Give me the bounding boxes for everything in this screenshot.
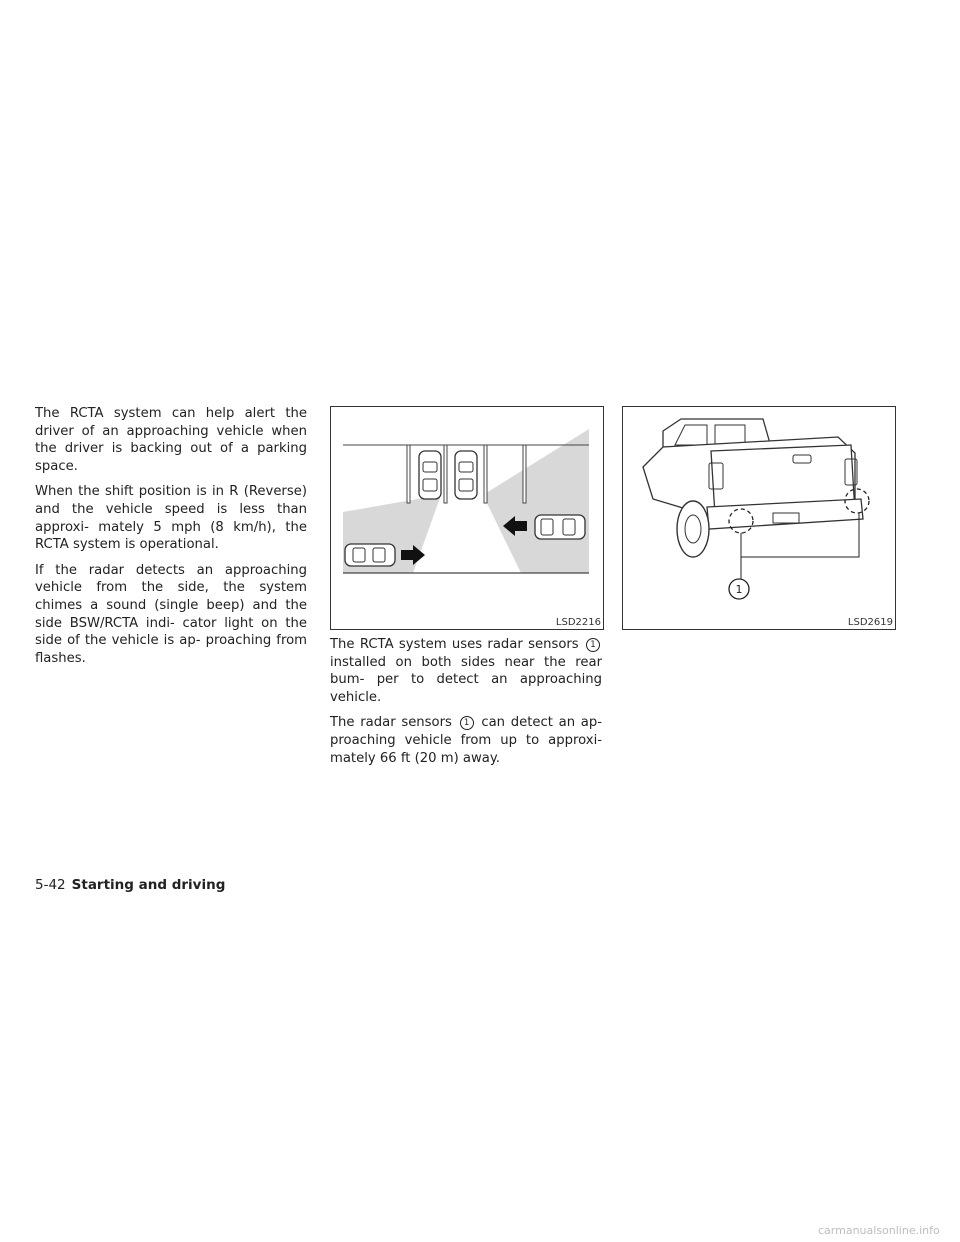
approaching-car-right (535, 515, 585, 539)
right-detection-zone (483, 429, 589, 573)
paragraph-rcta-alert: If the radar detects an approaching vehicle from the side, the system chimes a sound (single beep) and the side BSW/RCTA indi- cator light on the side of the vehicle is ap- proaching from flashes. (35, 562, 307, 666)
parked-car-left (419, 451, 441, 499)
approaching-car-left (345, 544, 395, 566)
figure-parking-lot-detection (330, 406, 604, 630)
page-footer (35, 877, 225, 893)
figure-code: LSD2216 (555, 617, 601, 628)
text-span: can detect an ap- proaching vehicle from up to approxi- mately 66 ft (20 m) away. (330, 715, 602, 766)
parking-lot-diagram (331, 407, 603, 629)
paragraph-rcta-conditions: When the shift position is in R (Reverse) and the vehicle speed is less than approxi- mately 5 mph (8 km/h), the RCTA system is operational. (35, 484, 307, 553)
rear-wheel (677, 501, 709, 557)
paragraph-detection-range (330, 714, 602, 767)
callout-number: 1 (735, 583, 743, 596)
paragraph-rcta-intro: The RCTA system can help alert the driver of an approaching vehicle when the driver is backing out of a parking space. (35, 406, 307, 474)
text-span: The RCTA system uses radar sensors (330, 637, 579, 652)
watermark: carmanualsonline.info (818, 1224, 940, 1237)
text-column-middle (330, 636, 602, 775)
callout-ref-icon: 1 (586, 638, 600, 652)
text-span: The radar sensors (330, 715, 452, 731)
stall-divider (484, 445, 487, 503)
figure-code: LSD2619 (847, 617, 893, 628)
stall-divider (444, 445, 447, 503)
truck-rear-diagram (623, 407, 895, 629)
section-title: Starting and driving (71, 877, 226, 893)
stall-divider (407, 445, 410, 503)
paragraph-radar-sensors (330, 636, 602, 706)
page-number: 5-42 (35, 877, 66, 893)
callout-ref-icon: 1 (460, 716, 474, 730)
stall-divider (523, 445, 526, 503)
text-span: installed on both sides near the rear bum- per to detect an approaching vehicle. (330, 654, 602, 705)
text-column-left (35, 405, 307, 675)
backing-car (455, 451, 477, 499)
figure-rear-sensor-location (622, 406, 896, 630)
